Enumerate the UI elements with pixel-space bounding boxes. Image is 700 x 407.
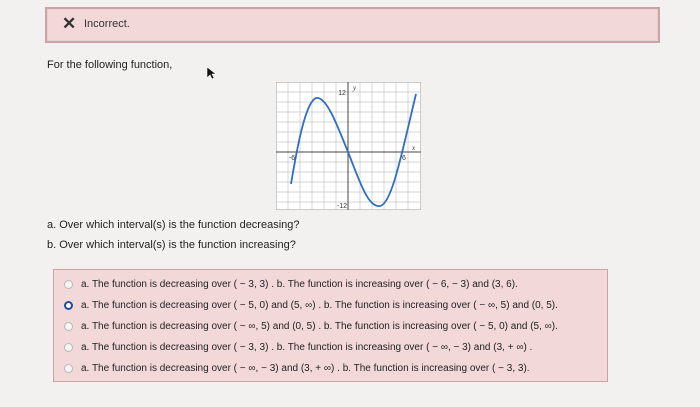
- function-graph: [276, 82, 421, 210]
- radio-button[interactable]: [64, 343, 73, 352]
- answer-option-text: a. The function is decreasing over ( − 5, 0) and (5, ∞) . b. The function is increasing over ( − ∞, 5) and (0, 5).: [81, 299, 558, 311]
- answer-option-2[interactable]: [64, 297, 558, 313]
- answer-option-4[interactable]: [64, 339, 532, 355]
- answer-option-text: a. The function is decreasing over ( − 3, 3) . b. The function is increasing over ( − ∞, − 3) and (3, + ∞) .: [81, 341, 533, 353]
- answer-option-1[interactable]: [64, 276, 518, 292]
- x-icon: ✕: [62, 14, 77, 33]
- x-axis-letter: x: [412, 144, 416, 152]
- radio-button[interactable]: [64, 280, 73, 289]
- question-prompt: For the following function,: [47, 59, 173, 71]
- question-part-a: a. Over which interval(s) is the function decreasing?: [47, 219, 300, 231]
- question-part-b: b. Over which interval(s) is the function increasing?: [47, 239, 296, 251]
- status-message: Incorrect.: [84, 18, 130, 30]
- answer-option-5[interactable]: [64, 360, 530, 376]
- answer-option-text: a. The function is decreasing over ( − 3, 3) . b. The function is increasing over ( − 6, − 3) and (3, 6).: [81, 278, 518, 290]
- radio-button[interactable]: [64, 364, 73, 373]
- answer-option-text: a. The function is decreasing over ( − ∞, 5) and (0, 5) . b. The function is increasing over ( − 5, 0) and (5, ∞).: [81, 320, 558, 332]
- y-bottom-tick-label: -12: [336, 203, 348, 210]
- answer-option-3[interactable]: [64, 318, 558, 334]
- y-top-tick-label: 12: [338, 90, 346, 97]
- answer-choices: [53, 269, 608, 382]
- x-left-tick-label: -6: [288, 155, 296, 162]
- radio-button-selected[interactable]: [64, 301, 73, 310]
- mouse-cursor-icon: [206, 66, 218, 80]
- incorrect-banner: [45, 7, 660, 43]
- x-right-tick-label: 6: [402, 155, 406, 162]
- y-axis-letter: y: [353, 84, 357, 92]
- answer-option-text: a. The function is decreasing over ( − ∞, − 3) and (3, + ∞) . b. The function is increasing over ( − 3, 3).: [81, 362, 530, 374]
- radio-button[interactable]: [64, 322, 73, 331]
